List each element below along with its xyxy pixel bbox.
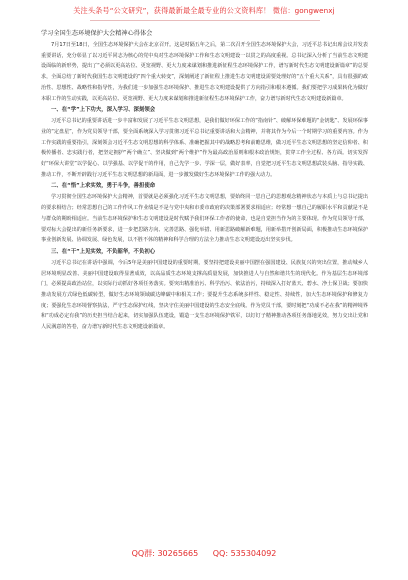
banner-divider [90, 20, 320, 21]
banner-text: 关注头条号“公文研究”，获得最新最全最专业的公文资料库！ 微信：gongwenxj [73, 6, 335, 15]
qq-group-text: QQ群: 30265665 [131, 549, 199, 558]
contact-footer [0, 548, 408, 559]
qq-number-text: QQ: 535304092 [212, 549, 277, 558]
document-body [41, 28, 368, 333]
section-heading-2: 二、在“悟”上求实效，勇于斗争，善担使命 [51, 183, 156, 190]
top-banner [0, 6, 408, 16]
section-paragraph-3: 习近平总书记在讲话中强调，今后5年是美丽中国建设的重要时期，要坚持把建设美丽中国摆在强国建设、民族复兴的突出位置，推动城乡人居环境明显改善、美丽中国建设取得显著成效，以高品质生态环境支撑高质量发展，加快推进人与自然和谐共生的现代化。作为基层生态环境部门，必须提高政治站位，以实际行动抓好各项任务落实。要突出精准治污、科学治污、依法治污，持续深入打好蓝天、碧水、净土保卫战；要加快推动发展方式绿色低碳转型，做好生态环境领域碳达峰碳中和相关工作；要提升生态系统多样性、稳定性、持续性，加大生态环境保护和修复力度；要强化生态环境督察执法，严守生态保护红线，坚决守住美丽中国建设的生态安全底线。作为党员干部，要时刻把“功成不必在我”的精神境界和“功成必定有我”的历史担当结合起来，切实加强队伍建设，锻造一支生态环境保护铁军，以钉钉子精神推动各项任务落地见效，努力交出让党和人民满意的答卷，奋力谱写新时代生态文明建设新篇章。 [41, 259, 368, 331]
section-heading-3: 三、在“干”上见实效，不负韶华，不负初心 [51, 248, 156, 255]
intro-paragraph: 7月17日至18日，全国生态环境保护大会在北京召开。这是时隔五年之后，第二次召开全国生态环境保护大会，习近平总书记出席会议并发表重要讲话，充分彰显了以习近平同志为核心的党中央对生态环境保护工作和生态文明建设一以贯之的高度重视。总书记深入分析了当前生态文明建设面临的新形势，提出了“必须以更高站位、更宽视野、更大力度来谋划和推进新征程生态环境保护工作，谱写新时代生态文明建设新篇章”的总要求，全面总结了新时代我国生态文明建设的“四个重大转变”，深刻阐述了新征程上推进生态文明建设需要处理好的“五个重大关系”，具有很强的政治性、思想性、战略性和指导性，为我们进一步加强生态环境保护、推进生态文明建设提供了方向指引和根本遵循。我们要把学习成果转化为做好本职工作的生动实践，以更高站位、更宽视野、更大力度来谋划和推进新征程生态环境保护工作，奋力谱写新时代生态文明建设新篇章。 [41, 42, 368, 102]
section-paragraph-1: 习近平总书记的重要讲话进一步丰富和发展了习近平生态文明思想，是我们做好环保工作的“指南针”、破解环保难题的“金钥匙”、发展环保事业的“定盘星”，作为党员领导干部，要全面系统深入学习贯彻习近平总书记重要讲话和大会精神，并将其作为今后一个时期学习的重要内容。作为工作实践的重要指引，深刻领会习近平生态文明思想的科学体系、准确把握其中的战略思考和前瞻思维，做习近平生态文明思想的坚定信仰者、积极传播者、忠实践行者，把坚定拥护“两个确立”、坚决做到“两个维护”作为最高政治原则和根本政治规矩，贯穿工作全过程、各方面。切实发挥好“环保大讲堂”以学促心、以学强基、以学促干的作用，自己先学一步、学深一层，做好表率，自觉把习近平生态文明思想武装头脑、指导实践、推动工作，不断开辟践行习近平生态文明思想的新局面，进一步激发做好生态环境保护工作的强大动力。 [41, 118, 368, 178]
section-paragraph-2: 学习贯彻全国生态环境保护大会精神，首要就是必须强化习近平生态文明思想，要始终同一思自己的思想观念精神状态与本质上与总书记提出的要求相结合；经常思想自己的工作作风工作业绩是不是与党中央和市委市政府的决策部署要求相适应；经常想一想自己的履职水平和贡献是不是与群众的期盼相适应。当前生态环境保护和生态文明建设是时代赋予我们环保工作者的使命，也是自觉担当作为的主要体现。作为党员领导干部，要对标大会提出的新任务新要求，进一步把思路方向、完善思路、强化举措、用新思路破解新难题，用新举措开创新局面，积极推动生态环境保护事业创新发展、协调发展、绿色发展，以不胜不休的精神和科学合理的方法全力推动生态文明建设迈出坚实步伐。 [41, 194, 368, 244]
document-title: 学习全国生态环境保护大会精神心得体会 [41, 30, 153, 37]
section-heading-1: 一、在“学”上下功夫，深入学习、深刻领会 [51, 107, 156, 114]
